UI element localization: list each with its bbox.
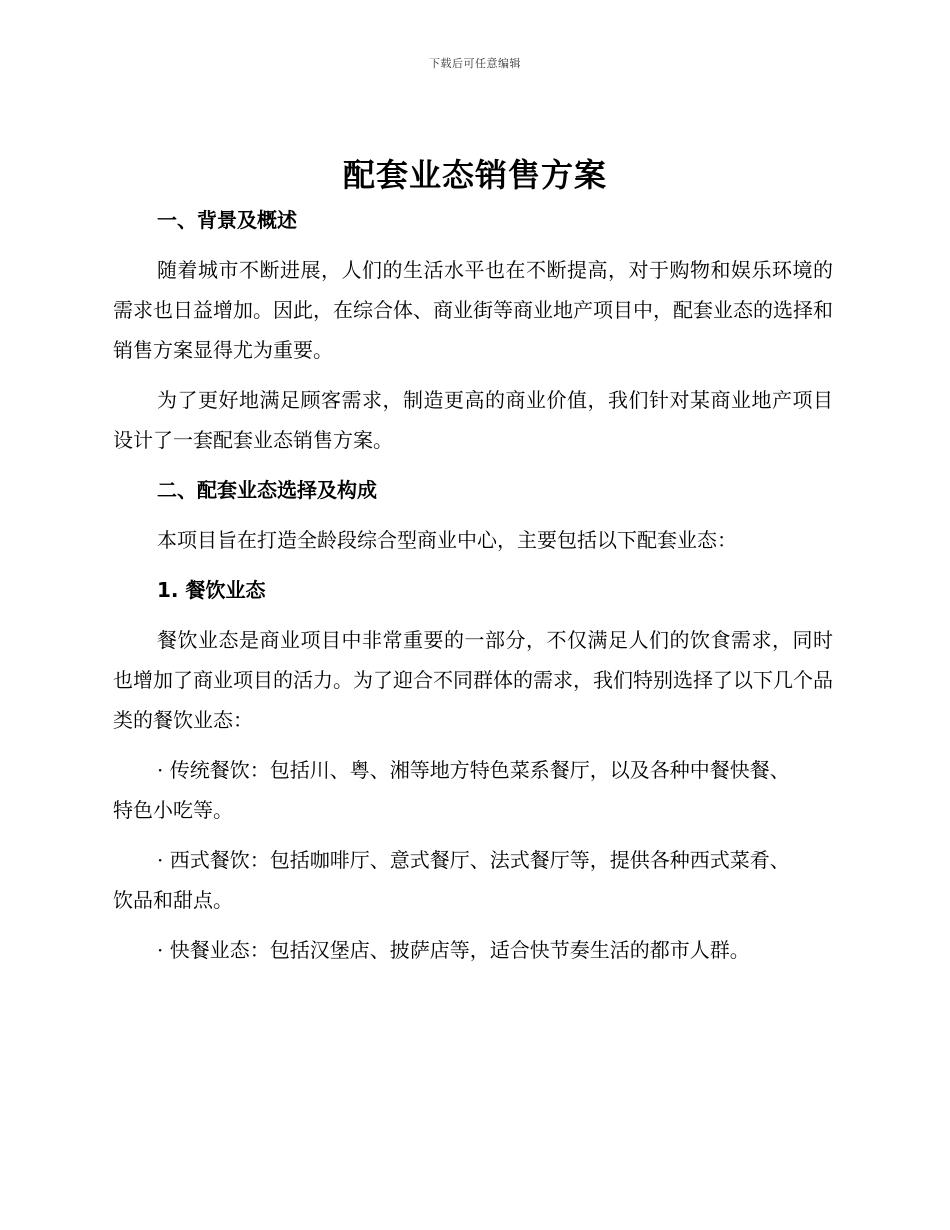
bullet-item-fastfood: · 快餐业态：包括汉堡店、披萨店等，适合快节奏生活的都市人群。 [157, 938, 750, 962]
document-title: 配套业态销售方案 [342, 156, 607, 194]
page-header-note: 下载后可任意编辑 [429, 57, 521, 70]
document-body [113, 204, 833, 970]
section-heading-background: 一、背景及概述 [157, 208, 297, 232]
section-heading-composition: 二、配套业态选择及构成 [157, 478, 377, 502]
paragraph-catering: 餐饮业态是商业项目中非常重要的一部分，不仅满足人们的饮食需求，同时也增加了商业项目的活力。为了迎合不同群体的需求，我们特别选择了以下几个品类的餐饮业态： [113, 628, 833, 732]
paragraph-composition-intro: 本项目旨在打造全龄段综合型商业中心，主要包括以下配套业态： [157, 528, 737, 552]
bullet-item-traditional: · 传统餐饮：包括川、粤、湘等地方特色菜系餐厅，以及各种中餐快餐、特色小吃等。 [113, 758, 790, 822]
paragraph-background-1: 随着城市不断进展，人们的生活水平也在不断提高，对于购物和娱乐环境的需求也日益增加。因此，在综合体、商业街等商业地产项目中，配套业态的选择和销售方案显得尤为重要。 [113, 258, 833, 362]
subsection-heading-catering: 1. 餐饮业态 [157, 578, 266, 602]
bullet-item-western: · 西式餐饮：包括咖啡厅、意式餐厅、法式餐厅等，提供各种西式菜肴、饮品和甜点。 [113, 848, 790, 912]
paragraph-background-2: 为了更好地满足顾客需求，制造更高的商业价值，我们针对某商业地产项目设计了一套配套业态销售方案。 [113, 388, 833, 452]
